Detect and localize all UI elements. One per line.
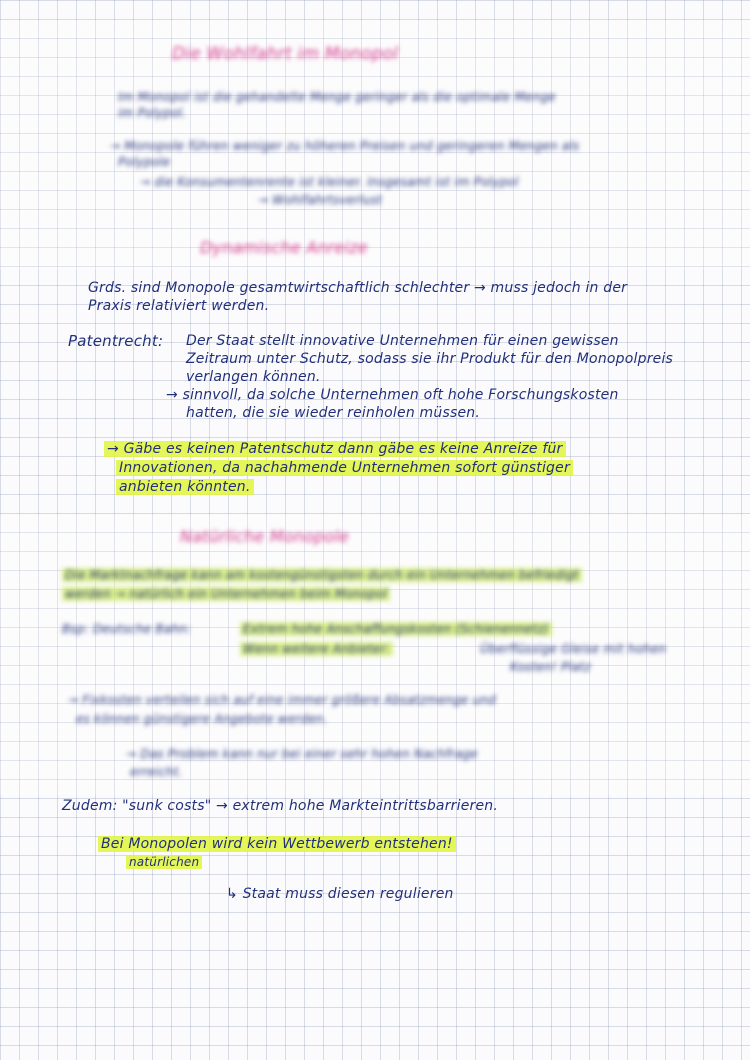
highlighted-line — [104, 440, 566, 458]
note-line: Der Staat stellt innovative Unternehmen für einen gewissen — [186, 333, 619, 349]
note-line: Grds. sind Monopole gesamtwirtschaftlich schlechter → muss jedoch in der — [88, 280, 628, 296]
highlighted-line — [240, 640, 393, 658]
highlight: → Gäbe es keinen Patentschutz dann gäbe es keine Anreize für — [104, 441, 566, 457]
highlighted-line — [62, 585, 390, 603]
highlighted-line — [126, 853, 202, 871]
highlighted-line — [240, 620, 552, 638]
note-line: verlangen können. — [186, 369, 321, 385]
note-line: Zudem: "sunk costs" → extrem hohe Markteintrittsbarrieren. — [62, 798, 499, 814]
note-line: es können günstigere Angebote werden. — [76, 712, 328, 726]
highlight: werden → natürlich ein Unternehmen beim Monopol — [62, 587, 390, 601]
highlight: Wenn weitere Anbieter: — [240, 642, 393, 656]
highlight: natürlichen — [126, 855, 202, 869]
note-line: im Polypol. — [118, 106, 187, 120]
note-line: → sinnvoll, da solche Unternehmen oft hohe Forschungskosten — [166, 387, 619, 403]
note-line: erreicht. — [130, 765, 183, 779]
section-heading-natuerliche: Natürliche Monopole — [180, 527, 350, 546]
section-heading-anreize: Dynamische Anreize — [200, 238, 368, 257]
highlight: Extrem hohe Anschaffungskosten (Schienennetz) — [240, 622, 552, 636]
note-line: → Fixkosten verteilen sich auf eine immer größere Absatzmenge und — [68, 693, 496, 707]
note-line: → die Konsumentenrente ist kleiner. Insgesamt ist im Polypol — [140, 175, 519, 189]
note-line: Überflüssige Gleise mit hohen — [480, 642, 667, 656]
highlight: Die Marktnachfrage kann am kostengünstigsten durch ein Unternehmen befriedigt — [62, 568, 582, 582]
highlight: Bei Monopolen wird kein Wettbewerb entstehen! — [98, 836, 456, 852]
note-line: Im Monopol ist die gehandelte Menge geringer als die optimale Menge — [118, 90, 556, 104]
note-line: Praxis relativiert werden. — [88, 298, 270, 314]
patent-label: Patentrecht: — [68, 332, 164, 350]
note-line: → Wohlfahrtsverlust — [258, 193, 383, 207]
note-line: Bsp: Deutsche Bahn: — [62, 622, 192, 636]
highlighted-line — [116, 459, 573, 477]
note-line: → Monopole führen weniger zu höheren Preisen und geringeren Mengen als — [110, 139, 580, 153]
highlight: Innovationen, da nachahmende Unternehmen sofort günstiger — [116, 460, 573, 476]
highlighted-line — [98, 835, 456, 853]
note-line: hatten, die sie wieder reinholen müssen. — [186, 405, 480, 421]
note-line: Kosten! Platz — [510, 660, 591, 674]
highlighted-line — [116, 478, 254, 496]
highlight: anbieten könnten. — [116, 479, 254, 495]
note-line: Polypole — [118, 155, 171, 169]
highlighted-line — [62, 566, 582, 584]
note-line: → Das Problem kann nur bei einer sehr hohen Nachfrage — [126, 747, 478, 761]
note-line: ↳ Staat muss diesen regulieren — [226, 886, 454, 902]
section-heading-wohlfahrt: Die Wohlfahrt im Monopol — [172, 44, 399, 64]
note-line: Zeitraum unter Schutz, sodass sie ihr Produkt für den Monopolpreis — [186, 351, 674, 367]
